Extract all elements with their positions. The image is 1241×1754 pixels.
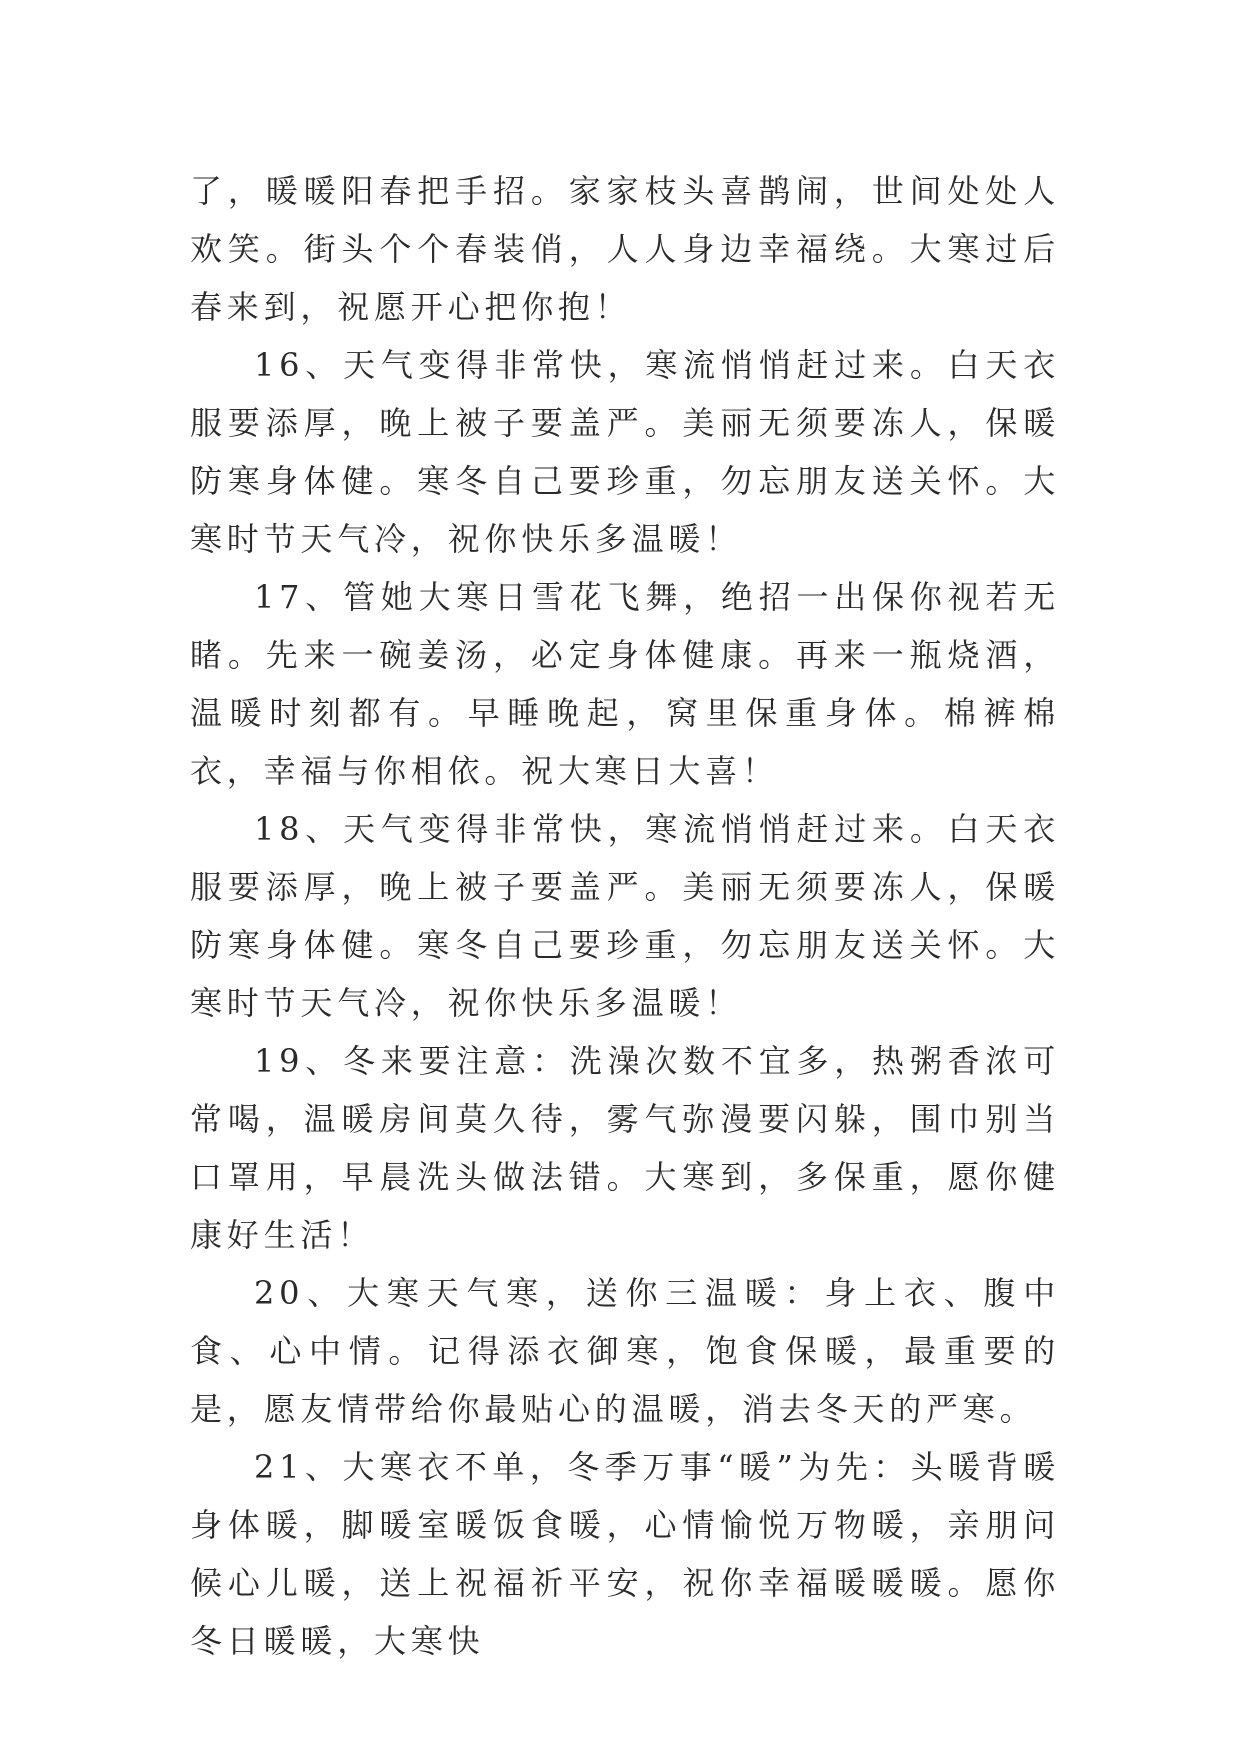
paragraph-17: 17、管她大寒日雪花飞舞，绝招一出保你视若无睹。先来一碗姜汤，必定身体健康。再来一瓶烧酒，温暖时刻都有。早睡晚起，窝里保重身体。棉裤棉衣，幸福与你相依。祝大寒日大喜！: [190, 578, 1060, 790]
paragraph-16: 16、天气变得非常快，寒流悄悄赶过来。白天衣服要添厚，晚上被子要盖严。美丽无须要冻人，保暖防寒身体健。寒冬自己要珍重，勿忘朋友送关怀。大寒时节天气冷，祝你快乐多温暖！: [190, 346, 1060, 558]
paragraph-19: 19、冬来要注意：洗澡次数不宜多，热粥香浓可常喝，温暖房间莫久待，雾气弥漫要闪躲，围巾别当口罩用，早晨洗头做法错。大寒到，多保重，愿你健康好生活！: [190, 1042, 1060, 1254]
paragraph-20: 20、大寒天气寒，送你三温暖：身上衣、腹中食、心中情。记得添衣御寒，饱食保暖，最重要的是，愿友情带给你最贴心的温暖，消去冬天的严寒。: [190, 1274, 1060, 1428]
paragraph-15-continued: 了，暖暖阳春把手招。家家枝头喜鹊闹，世间处处人欢笑。街头个个春装俏，人人身边幸福绕。大寒过后春来到，祝愿开心把你抱！: [190, 172, 1060, 326]
paragraph-21: 21、大寒衣不单，冬季万事“暖”为先：头暖背暖身体暖，脚暖室暖饭食暖，心情愉悦万物暖，亲朋问候心儿暖，送上祝福祈平安，祝你幸福暖暖暖。愿你冬日暖暖，大寒快: [190, 1448, 1060, 1660]
paragraph-18: 18、天气变得非常快，寒流悄悄赶过来。白天衣服要添厚，晚上被子要盖严。美丽无须要冻人，保暖防寒身体健。寒冬自己要珍重，勿忘朋友送关怀。大寒时节天气冷，祝你快乐多温暖！: [190, 810, 1060, 1022]
document-body: [190, 162, 1060, 1670]
